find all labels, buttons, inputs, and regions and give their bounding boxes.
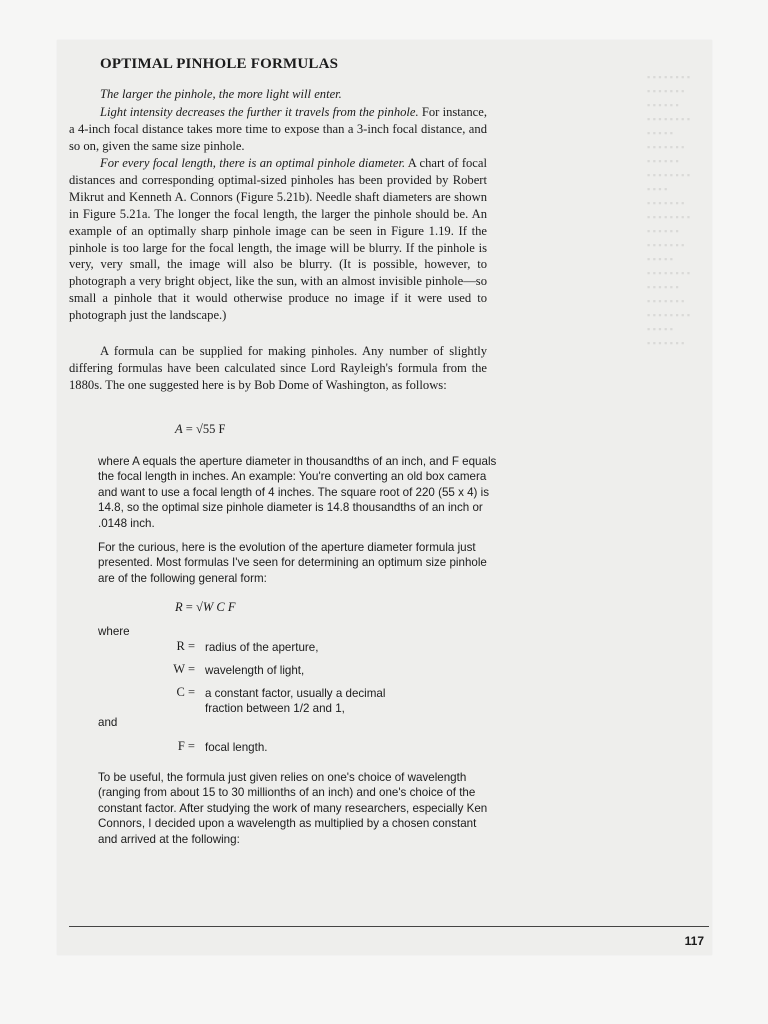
equation-1-equals: = — [185, 422, 193, 436]
equation-2-equals: = — [185, 600, 193, 614]
note-evolution: For the curious, here is the evolution of the aperture diameter formula just presented. Most formulas I've seen for determining an optimum size pinhole are of the following general form: — [98, 541, 487, 585]
paragraph-1: The larger the pinhole, the more light will enter. — [100, 87, 342, 101]
definition-c-text: a constant factor, usually a decimal fraction between 1/2 and 1, — [205, 687, 386, 716]
definition-f-symbol: F = — [177, 739, 195, 753]
bleed-through-text: ▪ ▪ ▪ ▪ ▪ ▪ ▪ ▪ ▪ ▪ ▪ ▪ ▪ ▪ ▪ ▪ ▪ ▪ ▪ ▪ ▪ ▪ ▪ ▪ ▪ ▪ ▪ ▪ ▪ ▪ ▪ ▪ ▪ ▪ ▪ ▪ ▪ ▪ ▪ ▪ ▪ ▪ ▪ ▪ ▪ ▪ ▪ ▪ ▪ ▪ ▪ ▪ ▪ ▪ ▪ ▪ ▪ ▪ ▪ ▪ ▪ ▪ ▪ ▪ ▪ ▪ ▪ ▪ ▪ ▪ ▪ ▪ ▪ ▪ ▪ ▪ ▪ ▪ ▪ ▪ ▪ ▪ ▪ ▪ ▪ ▪ ▪ ▪ ▪ ▪ ▪ ▪ ▪ ▪ ▪ ▪ ▪ ▪ ▪ ▪ ▪ ▪ ▪ ▪ ▪ ▪ ▪ ▪ ▪ ▪ ▪ ▪ ▪ ▪ ▪ ▪ ▪ ▪ ▪ ▪ ▪ ▪ ▪ ▪ ▪ ▪ ▪ ▪ ▪ ▪ ▪ ▪ ▪ — [647, 72, 691, 348]
paragraph-3 — [69, 155, 487, 324]
paragraph-3-body: A chart of focal distances and corresponding optimal-sized pinholes has been provided by Robert Mikrut and Kenneth A. Connors (Figure 5.21b). Needle shaft diameters are shown in Figure 5.21a. The longer the focal length, the larger the pinhole should be. An example of an optimally sharp pinhole image can be seen in Figure 1.19. If the pinhole is too large for the focal length, the image will be blurry. If the pinhole is very, very small, the image will also be blurry. (It is possible, however, to photograph a very bright object, like the sun, with an almost invisible pinhole—so small a pinhole that it would otherwise produce no image if it were used to photograph just the landscape.) — [69, 156, 487, 323]
page-number: 117 — [684, 934, 704, 948]
and-label: and — [98, 716, 118, 729]
where-label: where — [98, 625, 130, 638]
footer-rule — [69, 926, 709, 927]
definition-w-text: wavelength of light, — [205, 664, 305, 677]
equation-2-rhs: √W C F — [195, 600, 236, 614]
paragraph-2 — [69, 104, 487, 155]
equation-1-rhs: √55 F — [195, 422, 226, 436]
paragraph-2-body: For instance, a 4-inch focal distance takes more time to expose than a 3-inch focal distance, and so on, given the same size pinhole. — [69, 105, 487, 153]
paragraph-3-lead: For every focal length, there is an optimal pinhole diameter. — [100, 156, 406, 170]
paragraph-4: A formula can be supplied for making pinholes. Any number of slightly differing formulas have been calculated since Lord Rayleigh's formula from the 1880s. The one suggested here is by Bob Dome of Washington, as follows: — [69, 344, 487, 392]
equation-2-lhs: R — [175, 600, 183, 614]
equation-aperture — [175, 422, 225, 437]
definition-r-symbol: R = — [176, 639, 195, 653]
note-example: where A equals the aperture diameter in thousandths of an inch, and F equals the focal length in inches. An example: You're converting an old box camera and want to use a focal length of 4 inches. The square root of 220 (55 x 4) is 14.8, so the optimal size pinhole diameter is 14.8 thousandths of an inch or .0148 inch. — [98, 455, 497, 530]
book-page — [57, 40, 712, 955]
equation-1-lhs: A — [175, 422, 183, 436]
definition-c-symbol: C = — [176, 685, 195, 699]
note-wavelength: To be useful, the formula just given relies on one's choice of wavelength (ranging from about 15 to 30 millionths of an inch) and one's choice of the constant factor. After studying the work of many researchers, especially Ken Connors, I decided upon a wavelength as multiplied by a chosen constant and arrived at the following: — [98, 771, 488, 846]
definition-f-text: focal length. — [205, 741, 268, 754]
definition-r-text: radius of the aperture, — [205, 641, 319, 654]
page-title: OPTIMAL PINHOLE FORMULAS — [100, 56, 339, 72]
definition-w-symbol: W = — [173, 662, 195, 676]
equation-radius — [175, 600, 235, 615]
paragraph-2-lead: Light intensity decreases the further it travels from the pinhole. — [100, 105, 419, 119]
